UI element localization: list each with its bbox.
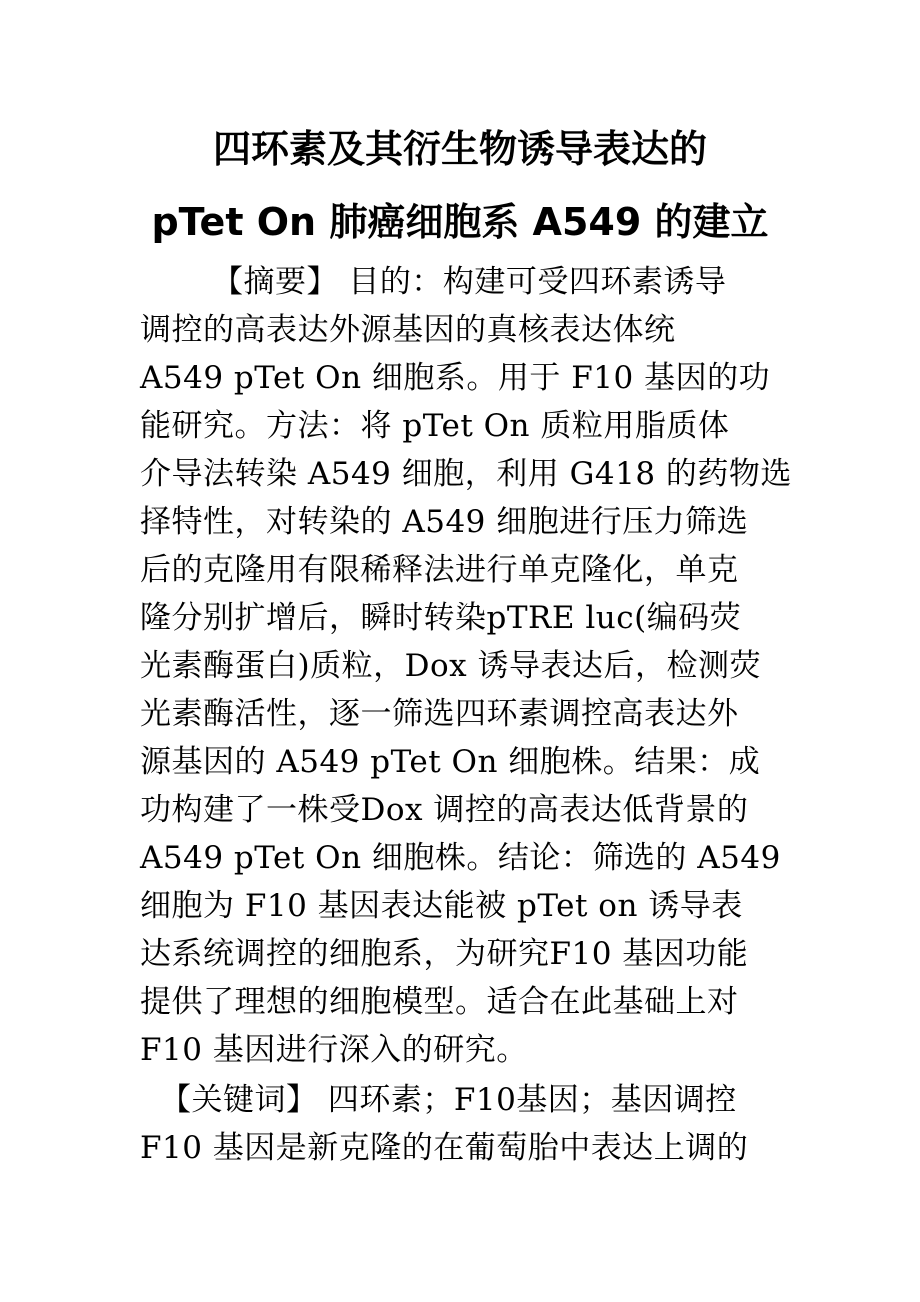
abstract-line: A549 pTet On 细胞系。用于 F10 基因的功 [140, 360, 771, 396]
abstract-line: 介导法转染 A549 细胞，利用 G418 的药物选 [140, 456, 792, 492]
abstract-line: 调控的高表达外源基因的真核表达体统 [140, 312, 676, 348]
keywords-line: 【关键词】 四环素；F10基因；基因调控 [160, 1082, 737, 1118]
abstract-line: 功构建了一株受Dox 调控的高表达低背景的 [140, 792, 749, 828]
abstract-line: 后的克隆用有限稀释法进行单克隆化，单克 [140, 552, 739, 588]
abstract-line: A549 pTet On 细胞株。结论：筛选的 A549 [140, 840, 781, 876]
abstract-line: 隆分别扩增后，瞬时转染pTRE luc(编码荧 [140, 600, 742, 636]
abstract-line: 光素酶蛋白)质粒，Dox 诱导表达后，检测荧 [140, 648, 761, 684]
body-text-line: F10 基因是新克隆的在葡萄胎中表达上调的 [140, 1130, 749, 1166]
abstract-line: F10 基因进行深入的研究。 [140, 1032, 528, 1068]
abstract-line: 择特性，对转染的 A549 细胞进行压力筛选 [140, 504, 749, 540]
document-title-line-2: pTet On 肺癌细胞系 A549 的建立 [151, 200, 769, 244]
abstract-line: 达系统调控的细胞系，为研究F10 基因功能 [140, 936, 749, 972]
abstract-line: 细胞为 F10 基因表达能被 pTet on 诱导表 [140, 888, 743, 924]
abstract-line: 源基因的 A549 pTet On 细胞株。结果：成 [140, 744, 761, 780]
abstract-line: 提供了理想的细胞模型。适合在此基础上对 [140, 984, 739, 1020]
document-title-line-1: 四环素及其衍生物诱导表达的 [212, 127, 707, 171]
abstract-line: 能研究。方法：将 pTet On 质粒用脂质体 [140, 408, 730, 444]
abstract-line: 【摘要】 目的：构建可受四环素诱导 [212, 264, 727, 300]
abstract-line: 光素酶活性，逐一筛选四环素调控高表达外 [140, 696, 739, 732]
